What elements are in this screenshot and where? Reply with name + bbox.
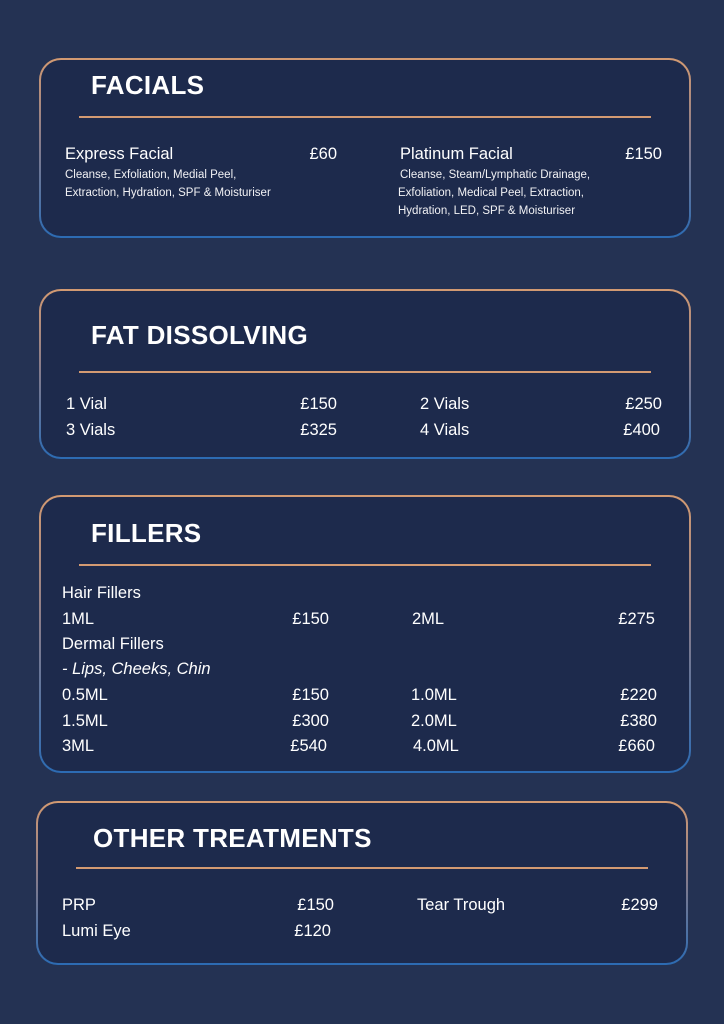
dermal-fillers-areas: - Lips, Cheeks, Chin	[62, 660, 211, 678]
filler-item-label: 3ML	[62, 737, 95, 755]
fat-item-label: 1 Vial	[66, 395, 107, 413]
express-desc-line-2: Extraction, Hydration, SPF & Moisturiser	[65, 187, 271, 199]
treatment-label: PRP	[62, 896, 96, 914]
treatment-price: £150	[297, 896, 334, 914]
fat-dissolving-card	[39, 289, 691, 459]
fillers-divider	[79, 564, 651, 566]
other-treatments-card	[36, 801, 688, 965]
fat-item-price: £325	[300, 421, 337, 439]
express-desc-line-1: Cleanse, Exfoliation, Medial Peel,	[65, 169, 237, 181]
filler-item-label: 2ML	[412, 610, 445, 628]
other-treatments-title: OTHER TREATMENTS	[93, 823, 372, 853]
filler-item-price: £275	[618, 610, 655, 628]
fillers-card	[39, 495, 691, 773]
platinum-desc-line-3: Hydration, LED, SPF & Moisturiser	[398, 205, 576, 217]
filler-item-price: £540	[290, 737, 327, 755]
express-facial-price: £60	[309, 145, 337, 163]
hair-fillers-heading: Hair Fillers	[62, 584, 141, 602]
fat-item-price: £150	[300, 395, 337, 413]
treatment-price: £120	[294, 922, 331, 940]
filler-item-price: £660	[618, 737, 655, 755]
platinum-desc-line-2: Exfoliation, Medical Peel, Extraction,	[398, 187, 585, 199]
filler-item-price: £150	[292, 610, 329, 628]
fat-item-label: 3 Vials	[66, 421, 116, 439]
filler-item-price: £220	[620, 686, 657, 704]
treatment-label: Tear Trough	[417, 896, 506, 914]
filler-item-price: £300	[292, 712, 329, 730]
fillers-title: FILLERS	[91, 518, 202, 548]
treatment-price: £299	[621, 896, 658, 914]
platinum-desc-line-1: Cleanse, Steam/Lymphatic Drainage,	[400, 169, 591, 181]
fat-item-price: £400	[623, 421, 660, 439]
fat-item-label: 4 Vials	[420, 421, 470, 439]
filler-item-label: 0.5ML	[62, 686, 108, 704]
fat-dissolving-divider	[79, 371, 651, 373]
treatment-label: Lumi Eye	[62, 922, 131, 940]
platinum-facial-price: £150	[625, 145, 662, 163]
filler-item-label: 1ML	[62, 610, 95, 628]
express-facial-name: Express Facial	[65, 145, 174, 163]
other-treatments-divider	[76, 867, 648, 869]
filler-item-price: £380	[620, 712, 657, 730]
filler-item-label: 1.0ML	[411, 686, 457, 704]
platinum-facial-name: Platinum Facial	[400, 145, 513, 163]
fat-dissolving-title: FAT DISSOLVING	[91, 320, 309, 350]
filler-item-label: 2.0ML	[411, 712, 457, 730]
express-facial-desc	[65, 166, 271, 202]
facials-card	[39, 58, 691, 238]
filler-item-price: £150	[292, 686, 329, 704]
fat-item-price: £250	[625, 395, 662, 413]
filler-item-label: 1.5ML	[62, 712, 108, 730]
dermal-fillers-heading: Dermal Fillers	[62, 635, 164, 653]
facials-divider	[79, 116, 651, 118]
filler-item-label: 4.0ML	[413, 737, 459, 755]
facials-title: FACIALS	[91, 70, 205, 100]
platinum-facial-desc	[398, 166, 590, 220]
fat-item-label: 2 Vials	[420, 395, 470, 413]
